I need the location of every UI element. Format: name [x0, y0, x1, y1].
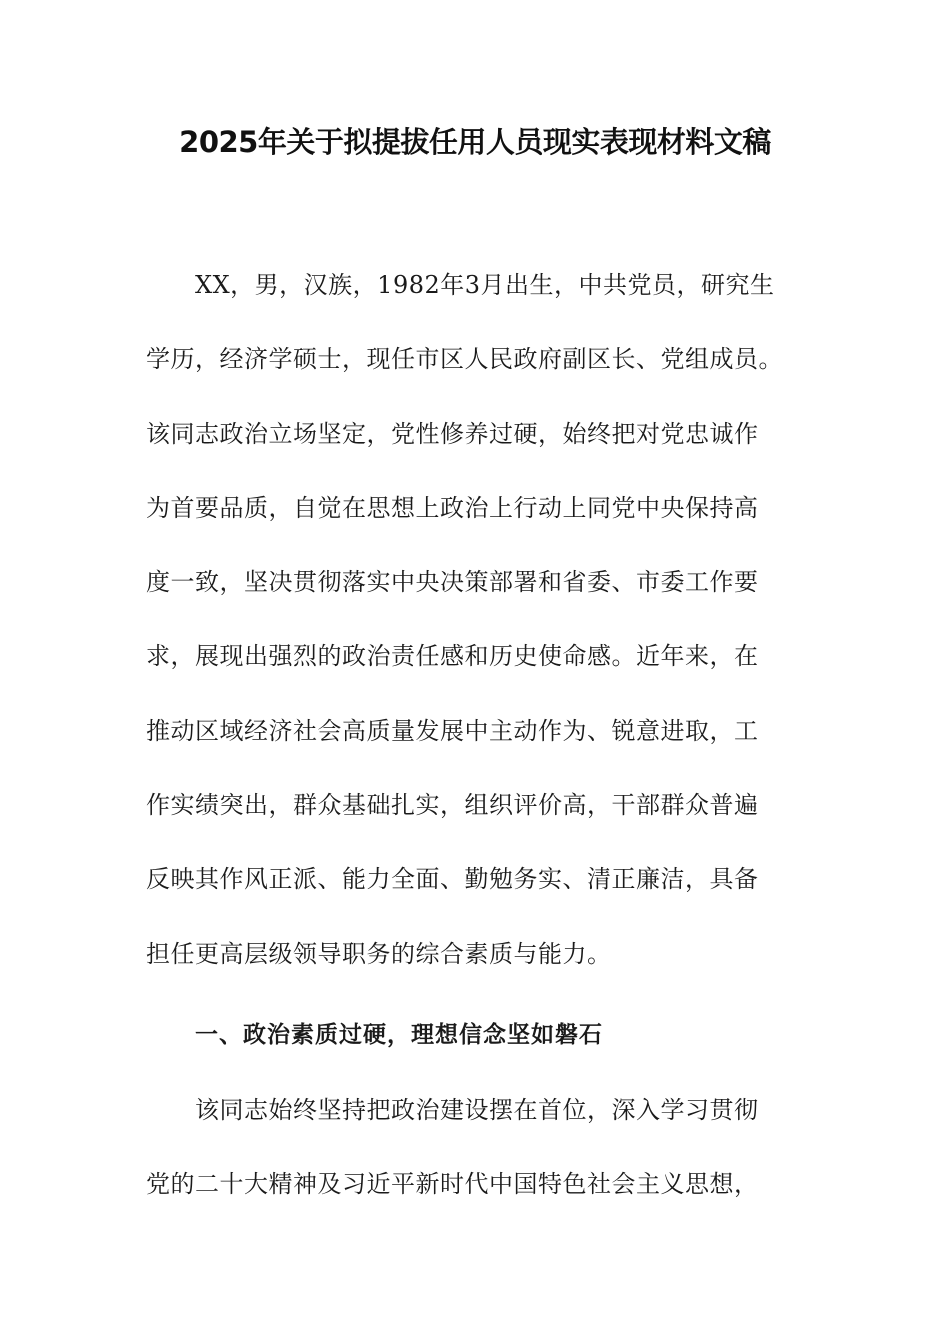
section-heading-text: 一、政治素质过硬，理想信念坚如磐石 — [195, 1022, 603, 1048]
paragraph-line: 党的二十大精神及习近平新时代中国特色社会主义思想， — [146, 1170, 759, 1199]
paragraph-line: 求，展现出强烈的政治责任感和历史使命感。近年来，在 — [146, 642, 759, 671]
paragraph-line: 度一致，坚决贯彻落实中央决策部署和省委、市委工作要 — [146, 568, 759, 597]
paragraph-line: 反映其作风正派、能力全面、勤勉务实、清正廉洁，具备 — [146, 865, 759, 894]
paragraph-line: 推动区域经济社会高质量发展中主动作为、锐意进取，工 — [146, 716, 759, 745]
paragraph-line: 为首要品质，自觉在思想上政治上行动上同党中央保持高 — [146, 493, 759, 522]
paragraph-line: 该同志始终坚持把政治建设摆在首位，深入学习贯彻 — [195, 1096, 759, 1124]
paragraph-line: 作实绩突出，群众基础扎实，组织评价高，干部群众普遍 — [146, 791, 759, 820]
paragraph-line: XX，男，汉族，1982年3月出生，中共党员，研究生 — [195, 271, 775, 299]
paragraph-political-quality — [146, 1073, 806, 1222]
paragraph-line: 学历，经济学硕士，现任市区人民政府副区长、党组成员。 — [146, 345, 783, 374]
paragraph-personal-profile — [146, 248, 806, 991]
paragraph-line: 该同志政治立场坚定，党性修养过硬，始终把对党忠诚作 — [146, 419, 759, 448]
section-heading — [146, 998, 806, 1072]
paragraph-line: 担任更高层级领导职务的综合素质与能力。 — [146, 939, 612, 968]
document-title: 2025年关于拟提拔任用人员现实表现材料文稿 — [179, 125, 771, 159]
